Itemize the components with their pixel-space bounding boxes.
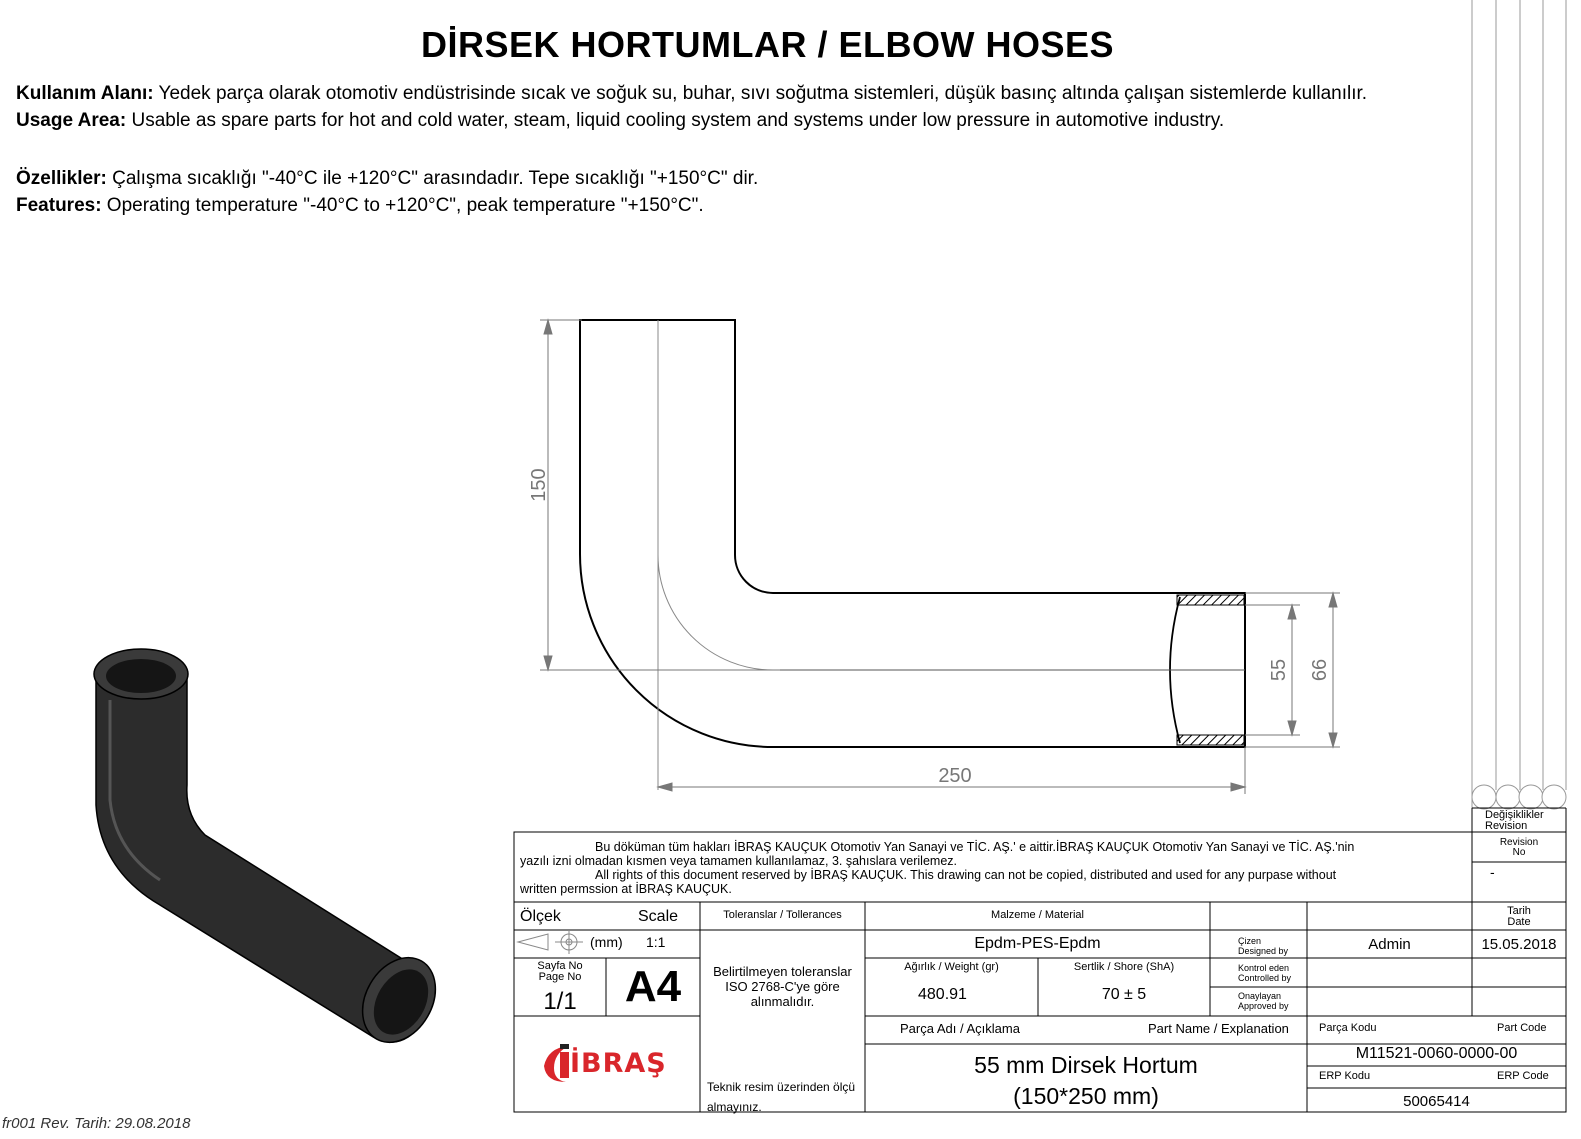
shore-value: 70 ± 5 xyxy=(1101,986,1147,1003)
date-header xyxy=(1472,906,1566,928)
tolerances-text xyxy=(700,964,865,1009)
revision-header xyxy=(1485,810,1544,832)
part-code-value: M11521-0060-0000-00 xyxy=(1355,1045,1518,1062)
controlled-by-label xyxy=(1238,963,1291,983)
erp-code-value: 50065414 xyxy=(1403,1093,1470,1110)
features-en-text: Operating temperature "-40°C to +120°C", peak temperature "+150°C". xyxy=(101,195,704,216)
approved-tr: Onaylayan xyxy=(1238,991,1282,1001)
designed-en: Designed by xyxy=(1238,946,1289,956)
controlled-tr: Kontrol eden xyxy=(1238,963,1290,973)
copyright-tr-1: Bu döküman tüm hakları İBRAŞ KAUÇUK Otomotiv Yan Sanayi ve TİC. AŞ.' e aittir.İBRAŞ KAUÇUK Otomotiv Yan Sanayi ve TİC. AŞ.'nin xyxy=(595,840,1355,854)
part-name-label-en: Part Name / Explanation xyxy=(1148,1021,1289,1036)
projection-symbol-icon xyxy=(518,930,583,954)
scale-value: 1:1 xyxy=(646,934,666,950)
hose-outline xyxy=(580,320,1245,747)
tolerances-text-3: alınmalıdır. xyxy=(750,994,815,1009)
designed-value: Admin xyxy=(1368,936,1411,953)
hose-3d-illustration xyxy=(94,649,450,1055)
revision-no-tr: Revision xyxy=(1499,837,1539,848)
shore-label: Sertlik / Shore (ShA) xyxy=(1073,961,1175,973)
dim-outer-diameter: 66 xyxy=(1309,658,1331,682)
tech-note-1: Teknik resim üzerinden ölçü xyxy=(707,1080,856,1094)
part-code-label-tr: Parça Kodu xyxy=(1319,1022,1377,1034)
page-no-value: 1/1 xyxy=(543,988,577,1015)
sheet-size: A4 xyxy=(624,962,682,1011)
weight-value: 480.91 xyxy=(918,986,967,1003)
designed-tr: Çizen xyxy=(1238,936,1262,946)
dim-height: 150 xyxy=(528,468,550,502)
page-no-tr: Sayfa No xyxy=(537,960,583,972)
revision-label-en: Revision xyxy=(1485,820,1528,832)
approved-en: Approved by xyxy=(1238,1001,1289,1011)
tolerances-text-1: Belirtilmeyen toleranslar xyxy=(713,964,852,979)
page-no-en: Page No xyxy=(538,971,582,983)
tech-note xyxy=(707,1077,855,1117)
dim-length: 250 xyxy=(938,765,972,787)
weight-label: Ağırlık / Weight (gr) xyxy=(904,961,999,973)
part-name-line-1: 55 mm Dirsek Hortum xyxy=(974,1052,1198,1078)
features-tr-text: Çalışma sıcaklığı "-40°C ile +120°C" arasındadır. Tepe sıcaklığı "+150°C" dir. xyxy=(106,168,759,189)
usage-en-label: Usage Area: xyxy=(16,110,127,131)
copyright-notice xyxy=(520,840,1470,896)
revision-no-header xyxy=(1472,838,1566,858)
usage-en-text: Usable as spare parts for hot and cold water, steam, liquid cooling system and systems under low pressure in automotive industry. xyxy=(126,110,1225,131)
part-name xyxy=(865,1050,1307,1112)
erp-code-label-tr: ERP Kodu xyxy=(1319,1070,1371,1082)
revision-label-tr: Değişiklikler xyxy=(1485,809,1544,821)
page-title: DİRSEK HORTUMLAR / ELBOW HOSES xyxy=(420,24,1114,65)
copyright-en-1: All rights of this document reserved by İBRAŞ KAUÇUK. This drawing can not be copied, distributed and used for any purpase without xyxy=(595,868,1337,882)
date-tr: Tarih xyxy=(1507,905,1531,917)
dimension-lines xyxy=(540,320,1340,794)
designed-by-label xyxy=(1238,936,1288,956)
erp-code-label-en: ERP Code xyxy=(1497,1070,1549,1082)
material-label: Malzeme / Material xyxy=(991,909,1084,921)
scale-label-en: Scale xyxy=(638,908,679,925)
controlled-en: Controlled by xyxy=(1238,973,1292,983)
part-code-label-en: Part Code xyxy=(1497,1022,1547,1034)
company-logo xyxy=(540,1038,680,1088)
scale-unit: (mm) xyxy=(590,934,623,950)
page-no-header xyxy=(514,961,606,983)
part-name-label-tr: Parça Adı / Açıklama xyxy=(900,1021,1020,1036)
tech-note-2: almayınız. xyxy=(707,1100,762,1114)
hose-centerline xyxy=(658,320,1245,790)
tolerances-text-2: ISO 2768-C'ye göre xyxy=(725,979,840,994)
usage-tr-text: Yedek parça olarak otomotiv endüstrisinde sıcak ve soğuk su, buhar, sıvı soğutma sistemleri, düşük basınç altında çalışan sistemlerde kullanılır. xyxy=(153,83,1368,104)
logo-text: İBRAŞ xyxy=(570,1048,667,1079)
tolerances-label: Toleranslar / Tollerances xyxy=(723,909,842,921)
dim-inner-diameter: 55 xyxy=(1268,658,1290,682)
features-tr-label: Özellikler: xyxy=(16,168,107,189)
copyright-tr-2: yazılı izni olmadan kısmen veya tamamen kullanılamaz, 3. şahıslara verilemez. xyxy=(520,854,957,868)
part-name-line-2: (150*250 mm) xyxy=(1013,1083,1159,1109)
usage-tr-label: Kullanım Alanı: xyxy=(16,83,154,104)
date-value: 15.05.2018 xyxy=(1481,936,1557,953)
material-value: Epdm-PES-Epdm xyxy=(974,935,1101,952)
scale-label-tr: Ölçek xyxy=(520,908,561,925)
form-revision-footer: fr001 Rev. Tarih: 29.08.2018 xyxy=(2,1115,191,1132)
features-en-label: Features: xyxy=(16,195,102,216)
copyright-en-2: written permssion at İBRAŞ KAUÇUK. xyxy=(520,882,732,896)
date-en: Date xyxy=(1507,916,1531,928)
revision-border-lines xyxy=(1472,0,1566,809)
approved-by-label xyxy=(1238,991,1289,1011)
revision-no-en: No xyxy=(1512,847,1526,858)
revision-value: - xyxy=(1490,864,1495,880)
